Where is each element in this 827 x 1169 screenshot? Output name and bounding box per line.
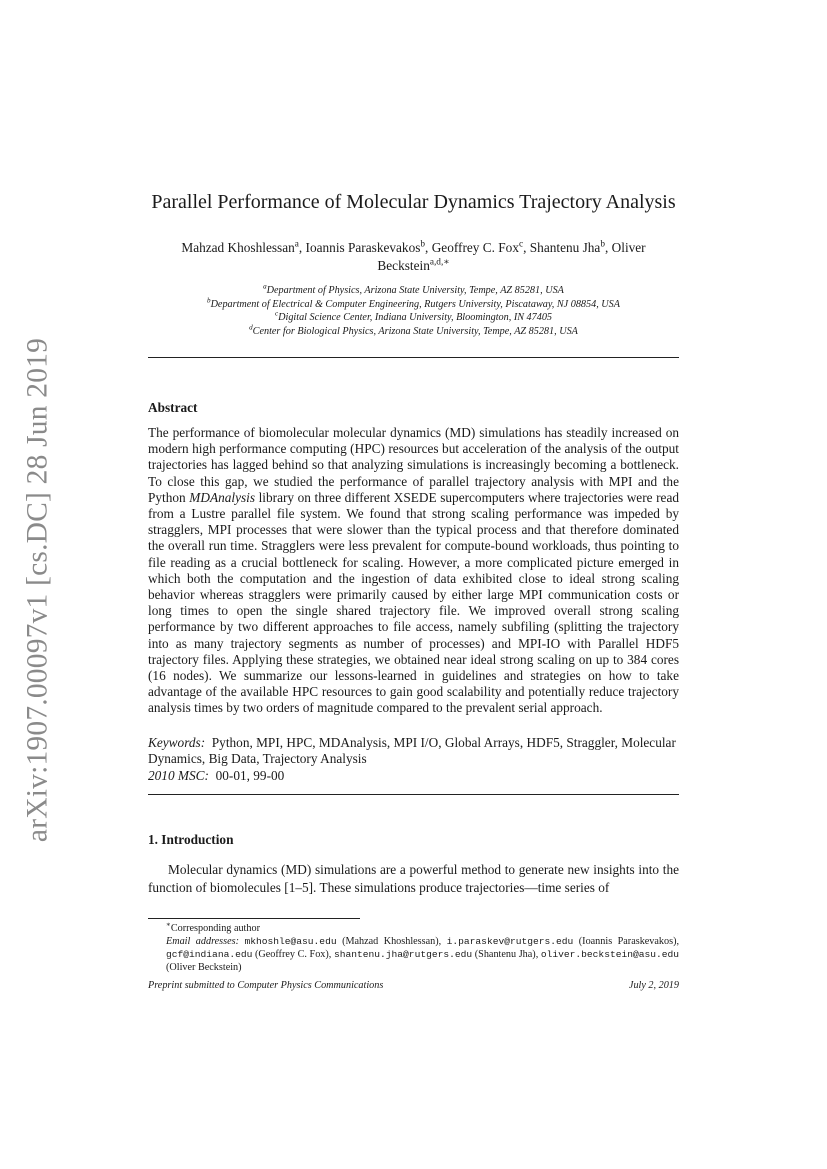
author: Mahzad Khoshlessan$^a$, <box>181 239 306 255</box>
footer-date: July 2, 2019 <box>628 980 679 991</box>
affiliations <box>150 284 677 338</box>
author: Oliver Beckstein$^{a,d,∗}$ <box>377 240 646 273</box>
author: Geoffrey C. Fox$^c$, <box>431 239 530 255</box>
footnote: ∗Corresponding author Email addresses: mkhoshle@asu.edu (Mahzad Khoshlessan), i.paraskev@rutgers.edu (Ioannis Paraskevakos), gcf@indiana.edu (Geoffrey C. Fox), shantenu.jha@rutgers.edu (Shantenu Jha), oliver.beckstein@asu.edu (Oliver Beckstein) <box>166 920 680 973</box>
paper-title: Parallel Performance of Molecular Dynamics Trajectory Analysis <box>151 191 676 213</box>
email-address[interactable]: mkhoshle@asu.edu <box>244 936 337 947</box>
author-list <box>150 239 677 275</box>
author: Shantenu Jha$^b$, <box>529 239 612 255</box>
keywords-block <box>148 735 679 784</box>
affiliation: $^d$Center for Biological Physics, Arizona State University, Tempe, AZ 85281, USA <box>249 323 578 337</box>
abstract-top-rule <box>148 357 679 358</box>
msc-label: 2010 MSC: <box>148 767 209 783</box>
abstract-heading: Abstract <box>148 400 198 415</box>
footer-journal: Preprint submitted to Computer Physics Communications <box>148 980 384 991</box>
author: Ioannis Paraskevakos$^b$, <box>305 239 432 255</box>
msc-text: 00-01, 99-00 <box>215 767 285 783</box>
keywords-text: Python, MPI, HPC, MDAnalysis, MPI I/O, Global Arrays, HDF5, Straggler, Molecular Dynamics, Big Data, Trajectory Analysis <box>148 735 676 767</box>
abstract-bottom-rule <box>148 794 679 795</box>
affiliation: $^c$Digital Science Center, Indiana University, Bloomington, IN 47405 <box>274 309 553 323</box>
arxiv-identifier: arXiv:1907.00097v1 [cs.DC] 28 Jun 2019 <box>21 337 54 843</box>
email-address[interactable]: i.paraskev@rutgers.edu <box>446 936 574 947</box>
section-heading-introduction: 1. Introduction <box>148 832 234 847</box>
email-address[interactable]: gcf@indiana.edu <box>166 949 253 960</box>
affiliation: $^a$Department of Physics, Arizona State University, Tempe, AZ 85281, USA <box>263 282 564 296</box>
abstract-body: The performance of biomolecular molecular dynamics (MD) simulations has steadily increased on modern high performance computing (HPC) resources but acceleration of the analysis of the output trajectories has lagged behind so that analyzing simulations is increasingly becoming a bottleneck. To close this gap, we studied the performance of parallel trajectory analysis with MPI and the Python MDAnalysis library on three different XSEDE supercomputers where trajectories were read from a Lustre parallel file system. We found that strong scaling performance was impeded by stragglers, MPI processes that were slower than the typical process and that therefore dominated the overall run time. Stragglers were less prevalent for compute-bound workloads, thus pointing to file reading as a crucial bottleneck for scaling. However, a more complicated picture emerged in which both the computation and the ingestion of data exhibited close to ideal strong scaling behavior whereas stragglers were primarily caused by either large MPI communication costs or long times to open the single shared trajectory file. We improved overall strong scaling performance by two different approaches to file access, namely subfiling (splitting the trajectory into as many trajectory segments as number of processes) and MPI-IO with Parallel HDF5 trajectory files. Applying these strategies, we obtained near ideal strong scaling on up to 384 cores (16 nodes). We summarize our lessons-learned in guidelines and strategies on how to take advantage of the available HPC resources to gain good scalability and potentially reduce trajectory analysis times by two orders of magnitude compared to the prevalent serial approach. <box>148 425 680 716</box>
email-address[interactable]: oliver.beckstein@asu.edu <box>540 949 680 960</box>
affiliation: $^b$Department of Electrical & Computer Engineering, Rutgers University, Piscataway, NJ 08854, USA <box>207 296 620 310</box>
keywords-label: Keywords: <box>148 735 206 750</box>
footnote-rule <box>148 918 360 919</box>
email-address[interactable]: shantenu.jha@rutgers.edu <box>333 949 473 960</box>
introduction-text: Molecular dynamics (MD) simulations are a powerful method to generate new insights into the function of biomolecules [1–5]. These simulations produce trajectories—time series of <box>148 862 679 895</box>
